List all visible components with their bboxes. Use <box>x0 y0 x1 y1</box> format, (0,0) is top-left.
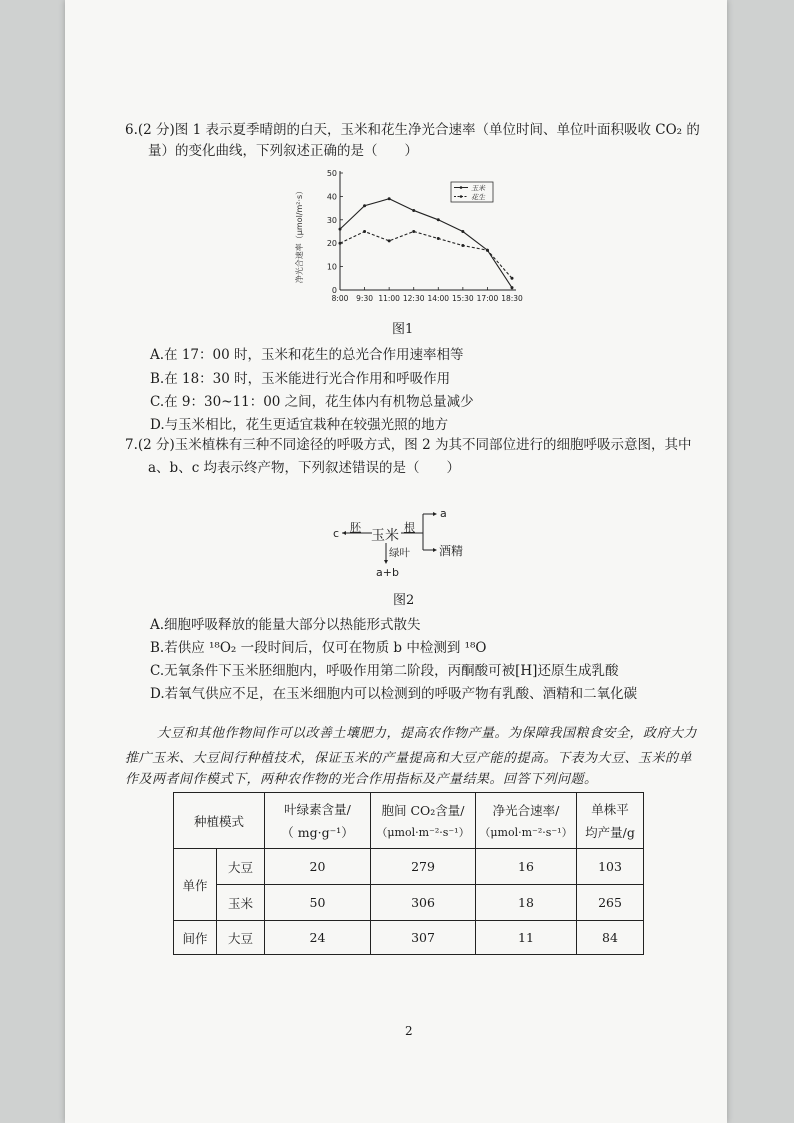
data-point <box>388 239 391 242</box>
header-yield-line1: 单株平 <box>591 802 629 817</box>
group-monoculture: 单作 <box>174 849 217 921</box>
table-row <box>174 849 644 885</box>
header-co2-title: 胞间 CO₂含量/ <box>381 803 465 818</box>
table-row <box>174 885 644 921</box>
q7-option-c[interactable]: C.无氧条件下玉米胚细胞内，呼吸作用第二阶段，丙酮酸可被[H]还原生成乳酸 <box>150 663 619 679</box>
x-tick-label: 14:00 <box>427 294 450 303</box>
cell-chlorophyll: 24 <box>265 921 371 955</box>
q7-stem-line1: 7.(2 分)玉米植株有三种不同途径的呼吸方式，图 2 为其不同部位进行的细胞呼吸示意图，其中 <box>125 437 692 453</box>
x-tick-label: 18:30 <box>501 294 523 303</box>
arrowhead-leaf <box>384 560 388 564</box>
group-intercropping: 间作 <box>174 921 217 955</box>
header-net-rate-unit: （μmol·m⁻²·s⁻¹） <box>479 826 573 839</box>
passage-line2: 推广玉米、大豆间行种植技术，保证玉米的产量提高和大豆产能的提高。下表为大豆、玉米的单 <box>125 751 693 766</box>
header-co2-unit: （μmol·m⁻²·s⁻¹） <box>376 826 470 839</box>
data-point <box>363 230 366 233</box>
cell-chlorophyll: 20 <box>265 849 371 885</box>
figure2-respiration-diagram <box>325 500 485 582</box>
data-point <box>388 197 391 200</box>
branch-green-leaf: 绿叶 <box>389 547 410 559</box>
cell-co2: 307 <box>371 921 476 955</box>
q6-option-a[interactable]: A.在 17：00 时，玉米和花生的总光合作用速率相等 <box>150 347 464 363</box>
series-line-maize <box>340 199 512 288</box>
header-yield-line2: 均产量/g <box>585 825 635 840</box>
header-planting-mode: 种植模式 <box>174 793 265 849</box>
arrowhead-alcohol <box>433 548 437 552</box>
passage-line1: 大豆和其他作物间作可以改善土壤肥力，提高农作物产量。为保障我国粮食安全，政府大力 <box>157 726 698 741</box>
passage-line3: 作及两者间作模式下，两种农作物的光合作用指标及产量结果。回答下列问题。 <box>125 772 598 787</box>
legend-marker-maize <box>460 186 463 189</box>
data-point <box>412 230 415 233</box>
x-tick-label: 9:30 <box>356 294 373 303</box>
y-tick-label: 10 <box>326 262 337 272</box>
table-header-row <box>174 793 644 849</box>
y-tick-label: 0 <box>331 286 337 295</box>
series-line-peanut <box>340 232 512 279</box>
header-chlorophyll-title: 叶绿素含量/ <box>284 802 351 817</box>
cell-co2: 279 <box>371 849 476 885</box>
data-point <box>511 277 514 280</box>
figure2-caption: 图2 <box>393 593 415 608</box>
y-tick-label: 20 <box>326 239 337 249</box>
embryo-arrowhead <box>342 531 346 535</box>
data-point <box>511 286 514 289</box>
data-point <box>461 230 464 233</box>
arrowhead-a <box>433 512 437 516</box>
q6-stem-line2: 量）的变化曲线，下列叙述正确的是（ ） <box>148 143 418 159</box>
legend-marker-peanut <box>460 195 463 198</box>
y-tick-label: 30 <box>326 215 337 225</box>
x-tick-label: 11:00 <box>378 294 400 303</box>
product-alcohol: 酒精 <box>439 544 464 558</box>
header-intercellular-co2 <box>371 793 476 849</box>
legend-label-peanut: 花生 <box>471 193 485 202</box>
cell-chlorophyll: 50 <box>265 885 371 921</box>
header-chlorophyll-unit: （ mg·g⁻¹） <box>281 825 354 840</box>
x-tick-label: 8:00 <box>331 294 349 303</box>
cell-crop: 大豆 <box>217 921 265 955</box>
cell-yield: 103 <box>577 849 644 885</box>
center-maize: 玉米 <box>371 528 399 544</box>
data-point <box>339 228 342 231</box>
cell-co2: 306 <box>371 885 476 921</box>
results-table <box>173 792 644 955</box>
x-tick-label: 12:30 <box>402 294 425 303</box>
cell-net-rate: 18 <box>476 885 577 921</box>
q6-option-c[interactable]: C.在 9：30~11：00 之间，花生体内有机物总量减少 <box>150 394 474 410</box>
q6-option-b[interactable]: B.在 18：30 时，玉米能进行光合作用和呼吸作用 <box>150 371 451 387</box>
data-point <box>363 204 366 207</box>
cell-crop: 大豆 <box>217 849 265 885</box>
q7-stem-line2: a、b、c 均表示终产物，下列叙述错误的是（ ） <box>148 460 461 476</box>
q7-option-a[interactable]: A.细胞呼吸释放的能量大部分以热能形式散失 <box>150 617 421 633</box>
q7-option-b[interactable]: B.若供应 ¹⁸O₂ 一段时间后，仅可在物质 b 中检测到 ¹⁸O <box>150 640 487 656</box>
header-net-rate <box>476 793 577 849</box>
data-point <box>412 209 415 212</box>
figure1-line-chart <box>290 165 530 310</box>
x-tick-label: 15:30 <box>452 294 474 303</box>
figure1-caption: 图1 <box>392 322 414 337</box>
data-point <box>486 249 489 252</box>
chart-legend <box>451 182 493 202</box>
cell-crop: 玉米 <box>217 885 265 921</box>
y-axis-label: 净光合速率（μmol/m²·s） <box>295 186 304 284</box>
data-point <box>461 244 464 247</box>
branch-root: 根 <box>404 521 415 534</box>
header-yield <box>577 793 644 849</box>
y-tick-label: 40 <box>326 192 337 202</box>
q6-stem-line1: 6.(2 分)图 1 表示夏季晴朗的白天，玉米和花生净光合速率（单位时间、单位叶面积吸收 CO₂ 的 <box>125 122 700 138</box>
product-c: c <box>333 527 340 540</box>
cell-net-rate: 16 <box>476 849 577 885</box>
cell-yield: 265 <box>577 885 644 921</box>
page-number: 2 <box>405 1024 413 1038</box>
q6-option-d[interactable]: D.与玉米相比，花生更适宜栽种在较强光照的地方 <box>150 417 449 433</box>
y-tick-label: 50 <box>326 169 337 178</box>
cell-yield: 84 <box>577 921 644 955</box>
cell-net-rate: 11 <box>476 921 577 955</box>
header-chlorophyll <box>265 793 371 849</box>
data-point <box>339 242 342 245</box>
product-a: a <box>440 507 447 520</box>
x-tick-label: 17:00 <box>476 294 499 303</box>
data-point <box>437 218 440 221</box>
table-row <box>174 921 644 955</box>
legend-label-maize: 玉米 <box>471 184 485 193</box>
header-net-rate-title: 净光合速率/ <box>492 803 560 818</box>
product-a-plus-b: a+b <box>376 566 399 579</box>
q7-option-d[interactable]: D.若氧气供应不足，在玉米细胞内可以检测到的呼吸产物有乳酸、酒精和二氧化碳 <box>150 686 638 702</box>
data-point <box>437 237 440 240</box>
branch-embryo: 胚 <box>350 521 361 534</box>
